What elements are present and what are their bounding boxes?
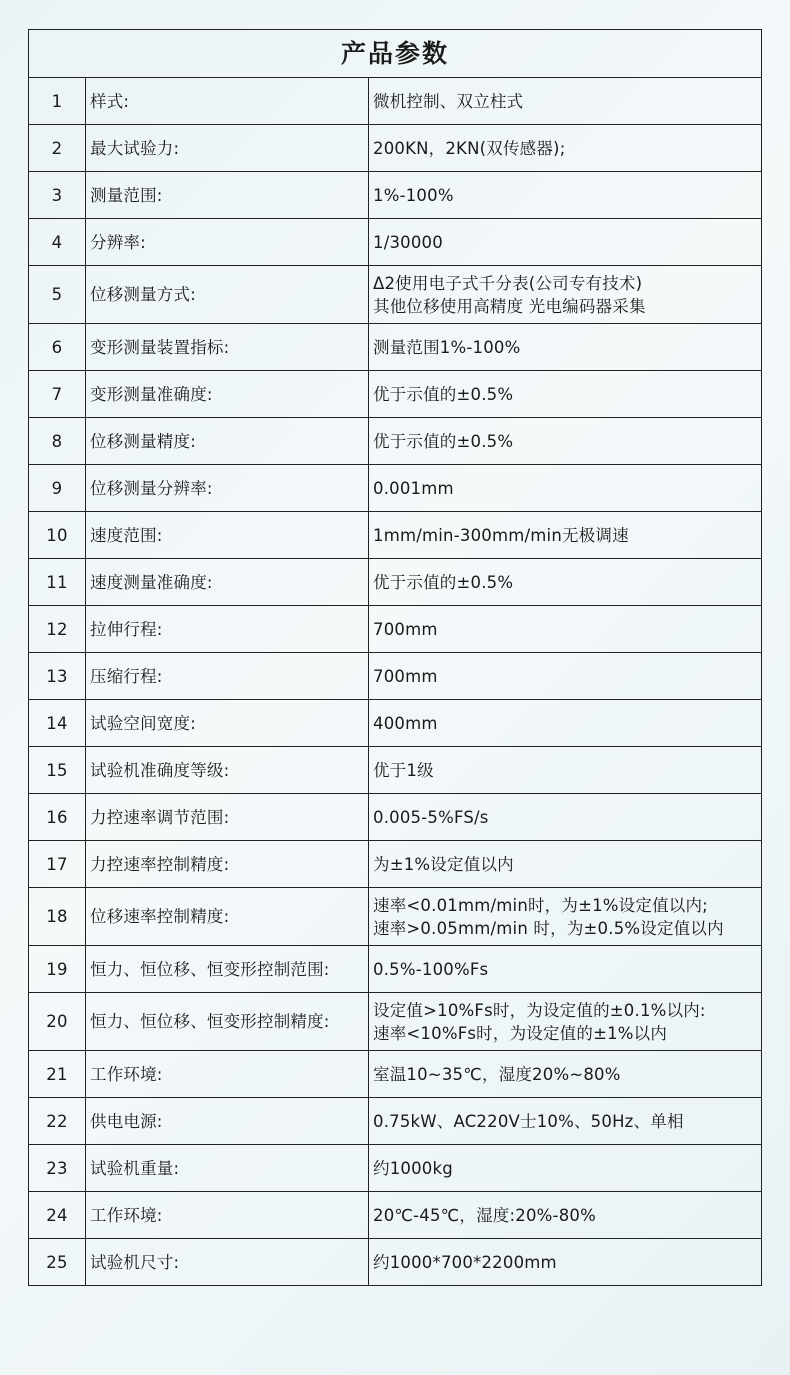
parameter-value — [369, 172, 762, 219]
parameter-value — [369, 946, 762, 993]
parameter-value-line: 1%-100% — [373, 185, 454, 205]
table-row — [29, 841, 762, 888]
parameter-value-line: 700mm — [373, 666, 438, 686]
parameter-name: 工作环境: — [86, 1192, 369, 1239]
parameter-value — [369, 1051, 762, 1098]
row-number: 14 — [29, 700, 86, 747]
table-row — [29, 78, 762, 125]
parameter-value-line: 测量范围1%-100% — [373, 337, 521, 357]
parameter-value — [369, 1192, 762, 1239]
parameter-value — [369, 653, 762, 700]
parameter-value — [369, 512, 762, 559]
parameter-value — [369, 747, 762, 794]
table-row — [29, 512, 762, 559]
parameter-value — [369, 1239, 762, 1286]
parameter-value-line: 约1000kg — [373, 1158, 453, 1178]
table-row — [29, 324, 762, 371]
parameter-value — [369, 266, 762, 324]
table-row — [29, 946, 762, 993]
parameter-value-line: 其他位移使用高精度 光电编码器采集 — [373, 296, 646, 316]
table-row — [29, 1239, 762, 1286]
table-title: 产品参数 — [29, 30, 762, 78]
row-number: 15 — [29, 747, 86, 794]
row-number: 2 — [29, 125, 86, 172]
parameter-name: 位移测量精度: — [86, 418, 369, 465]
parameter-value-line: 0.005-5%FS/s — [373, 807, 489, 827]
table-title-row — [29, 30, 762, 78]
parameter-value — [369, 841, 762, 888]
parameter-name: 力控速率控制精度: — [86, 841, 369, 888]
parameter-name: 试验机尺寸: — [86, 1239, 369, 1286]
parameter-value-line: 700mm — [373, 619, 438, 639]
row-number: 19 — [29, 946, 86, 993]
row-number: 5 — [29, 266, 86, 324]
row-number: 23 — [29, 1145, 86, 1192]
row-number: 20 — [29, 993, 86, 1051]
parameter-value — [369, 78, 762, 125]
table-row — [29, 993, 762, 1051]
row-number: 16 — [29, 794, 86, 841]
parameter-name: 测量范围: — [86, 172, 369, 219]
parameter-value-line: 0.001mm — [373, 478, 454, 498]
parameter-value-line: 速率>0.05mm/min 时，为±0.5%设定值以内 — [373, 918, 724, 938]
parameter-name: 变形测量准确度: — [86, 371, 369, 418]
parameter-value-line: Δ2使用电子式千分表(公司专有技术) — [373, 273, 643, 293]
table-row — [29, 172, 762, 219]
parameter-name: 速度范围: — [86, 512, 369, 559]
parameter-value-line: 1mm/min-300mm/min无极调速 — [373, 525, 629, 545]
parameter-name: 位移速率控制精度: — [86, 888, 369, 946]
table-row — [29, 747, 762, 794]
row-number: 10 — [29, 512, 86, 559]
row-number: 17 — [29, 841, 86, 888]
parameter-value-line: 优于示值的±0.5% — [373, 572, 514, 592]
table-row — [29, 1098, 762, 1145]
parameter-value-line: 约1000*700*2200mm — [373, 1252, 557, 1272]
table-row — [29, 653, 762, 700]
table-row — [29, 1051, 762, 1098]
parameter-name: 恒力、恒位移、恒变形控制精度: — [86, 993, 369, 1051]
row-number: 7 — [29, 371, 86, 418]
row-number: 13 — [29, 653, 86, 700]
row-number: 24 — [29, 1192, 86, 1239]
parameter-value — [369, 794, 762, 841]
parameter-value — [369, 219, 762, 266]
table-row — [29, 794, 762, 841]
parameter-name: 恒力、恒位移、恒变形控制范围: — [86, 946, 369, 993]
parameter-value — [369, 559, 762, 606]
parameter-name: 分辨率: — [86, 219, 369, 266]
parameter-value-line: 优于1级 — [373, 760, 434, 780]
parameter-value — [369, 418, 762, 465]
parameter-name: 压缩行程: — [86, 653, 369, 700]
table-row — [29, 125, 762, 172]
parameter-value-line: 200KN，2KN(双传感器); — [373, 138, 566, 158]
parameter-name: 力控速率调节范围: — [86, 794, 369, 841]
parameter-name: 位移测量方式: — [86, 266, 369, 324]
parameter-value — [369, 125, 762, 172]
parameter-value-line: 400mm — [373, 713, 438, 733]
table-row — [29, 559, 762, 606]
row-number: 6 — [29, 324, 86, 371]
parameter-value-line: 微机控制、双立柱式 — [373, 91, 524, 111]
parameter-name: 拉伸行程: — [86, 606, 369, 653]
table-row — [29, 1145, 762, 1192]
parameter-name: 工作环境: — [86, 1051, 369, 1098]
row-number: 3 — [29, 172, 86, 219]
table-row — [29, 700, 762, 747]
row-number: 4 — [29, 219, 86, 266]
table-row — [29, 606, 762, 653]
row-number: 25 — [29, 1239, 86, 1286]
parameter-value — [369, 1145, 762, 1192]
parameter-name: 位移测量分辨率: — [86, 465, 369, 512]
table-row — [29, 266, 762, 324]
row-number: 9 — [29, 465, 86, 512]
parameter-value — [369, 371, 762, 418]
table-row — [29, 219, 762, 266]
parameter-value-line: 室温10~35℃，湿度20%~80% — [373, 1064, 621, 1084]
parameter-name: 速度测量准确度: — [86, 559, 369, 606]
parameter-name: 变形测量装置指标: — [86, 324, 369, 371]
parameter-name: 供电电源: — [86, 1098, 369, 1145]
parameter-value — [369, 606, 762, 653]
parameter-value — [369, 465, 762, 512]
parameter-value — [369, 888, 762, 946]
table-row — [29, 888, 762, 946]
row-number: 11 — [29, 559, 86, 606]
parameter-name: 试验机重量: — [86, 1145, 369, 1192]
parameter-value — [369, 993, 762, 1051]
parameter-name: 试验机准确度等级: — [86, 747, 369, 794]
parameter-value — [369, 324, 762, 371]
parameter-value-line: 优于示值的±0.5% — [373, 384, 514, 404]
table-row — [29, 371, 762, 418]
row-number: 12 — [29, 606, 86, 653]
row-number: 18 — [29, 888, 86, 946]
parameter-name: 最大试验力: — [86, 125, 369, 172]
row-number: 1 — [29, 78, 86, 125]
parameter-value-line: 优于示值的±0.5% — [373, 431, 514, 451]
parameter-value-line: 20℃-45℃，湿度:20%-80% — [373, 1205, 596, 1225]
parameter-value-line: 为±1%设定值以内 — [373, 854, 514, 874]
row-number: 21 — [29, 1051, 86, 1098]
product-parameters-table — [28, 29, 762, 1286]
parameter-value-line: 设定值>10%Fs时，为设定值的±0.1%以内: — [373, 1000, 706, 1020]
row-number: 8 — [29, 418, 86, 465]
parameter-value-line: 0.75kW、AC220V士10%、50Hz、单相 — [373, 1111, 684, 1131]
table-row — [29, 1192, 762, 1239]
table-row — [29, 418, 762, 465]
table-row — [29, 465, 762, 512]
parameter-value-line: 速率<0.01mm/min时，为±1%设定值以内; — [373, 895, 708, 915]
parameter-name: 样式: — [86, 78, 369, 125]
row-number: 22 — [29, 1098, 86, 1145]
parameter-value — [369, 1098, 762, 1145]
parameter-value-line: 1/30000 — [373, 232, 443, 252]
parameter-name: 试验空间宽度: — [86, 700, 369, 747]
parameter-value-line: 速率<10%Fs时，为设定值的±1%以内 — [373, 1023, 668, 1043]
parameter-value — [369, 700, 762, 747]
parameter-value-line: 0.5%-100%Fs — [373, 959, 489, 979]
